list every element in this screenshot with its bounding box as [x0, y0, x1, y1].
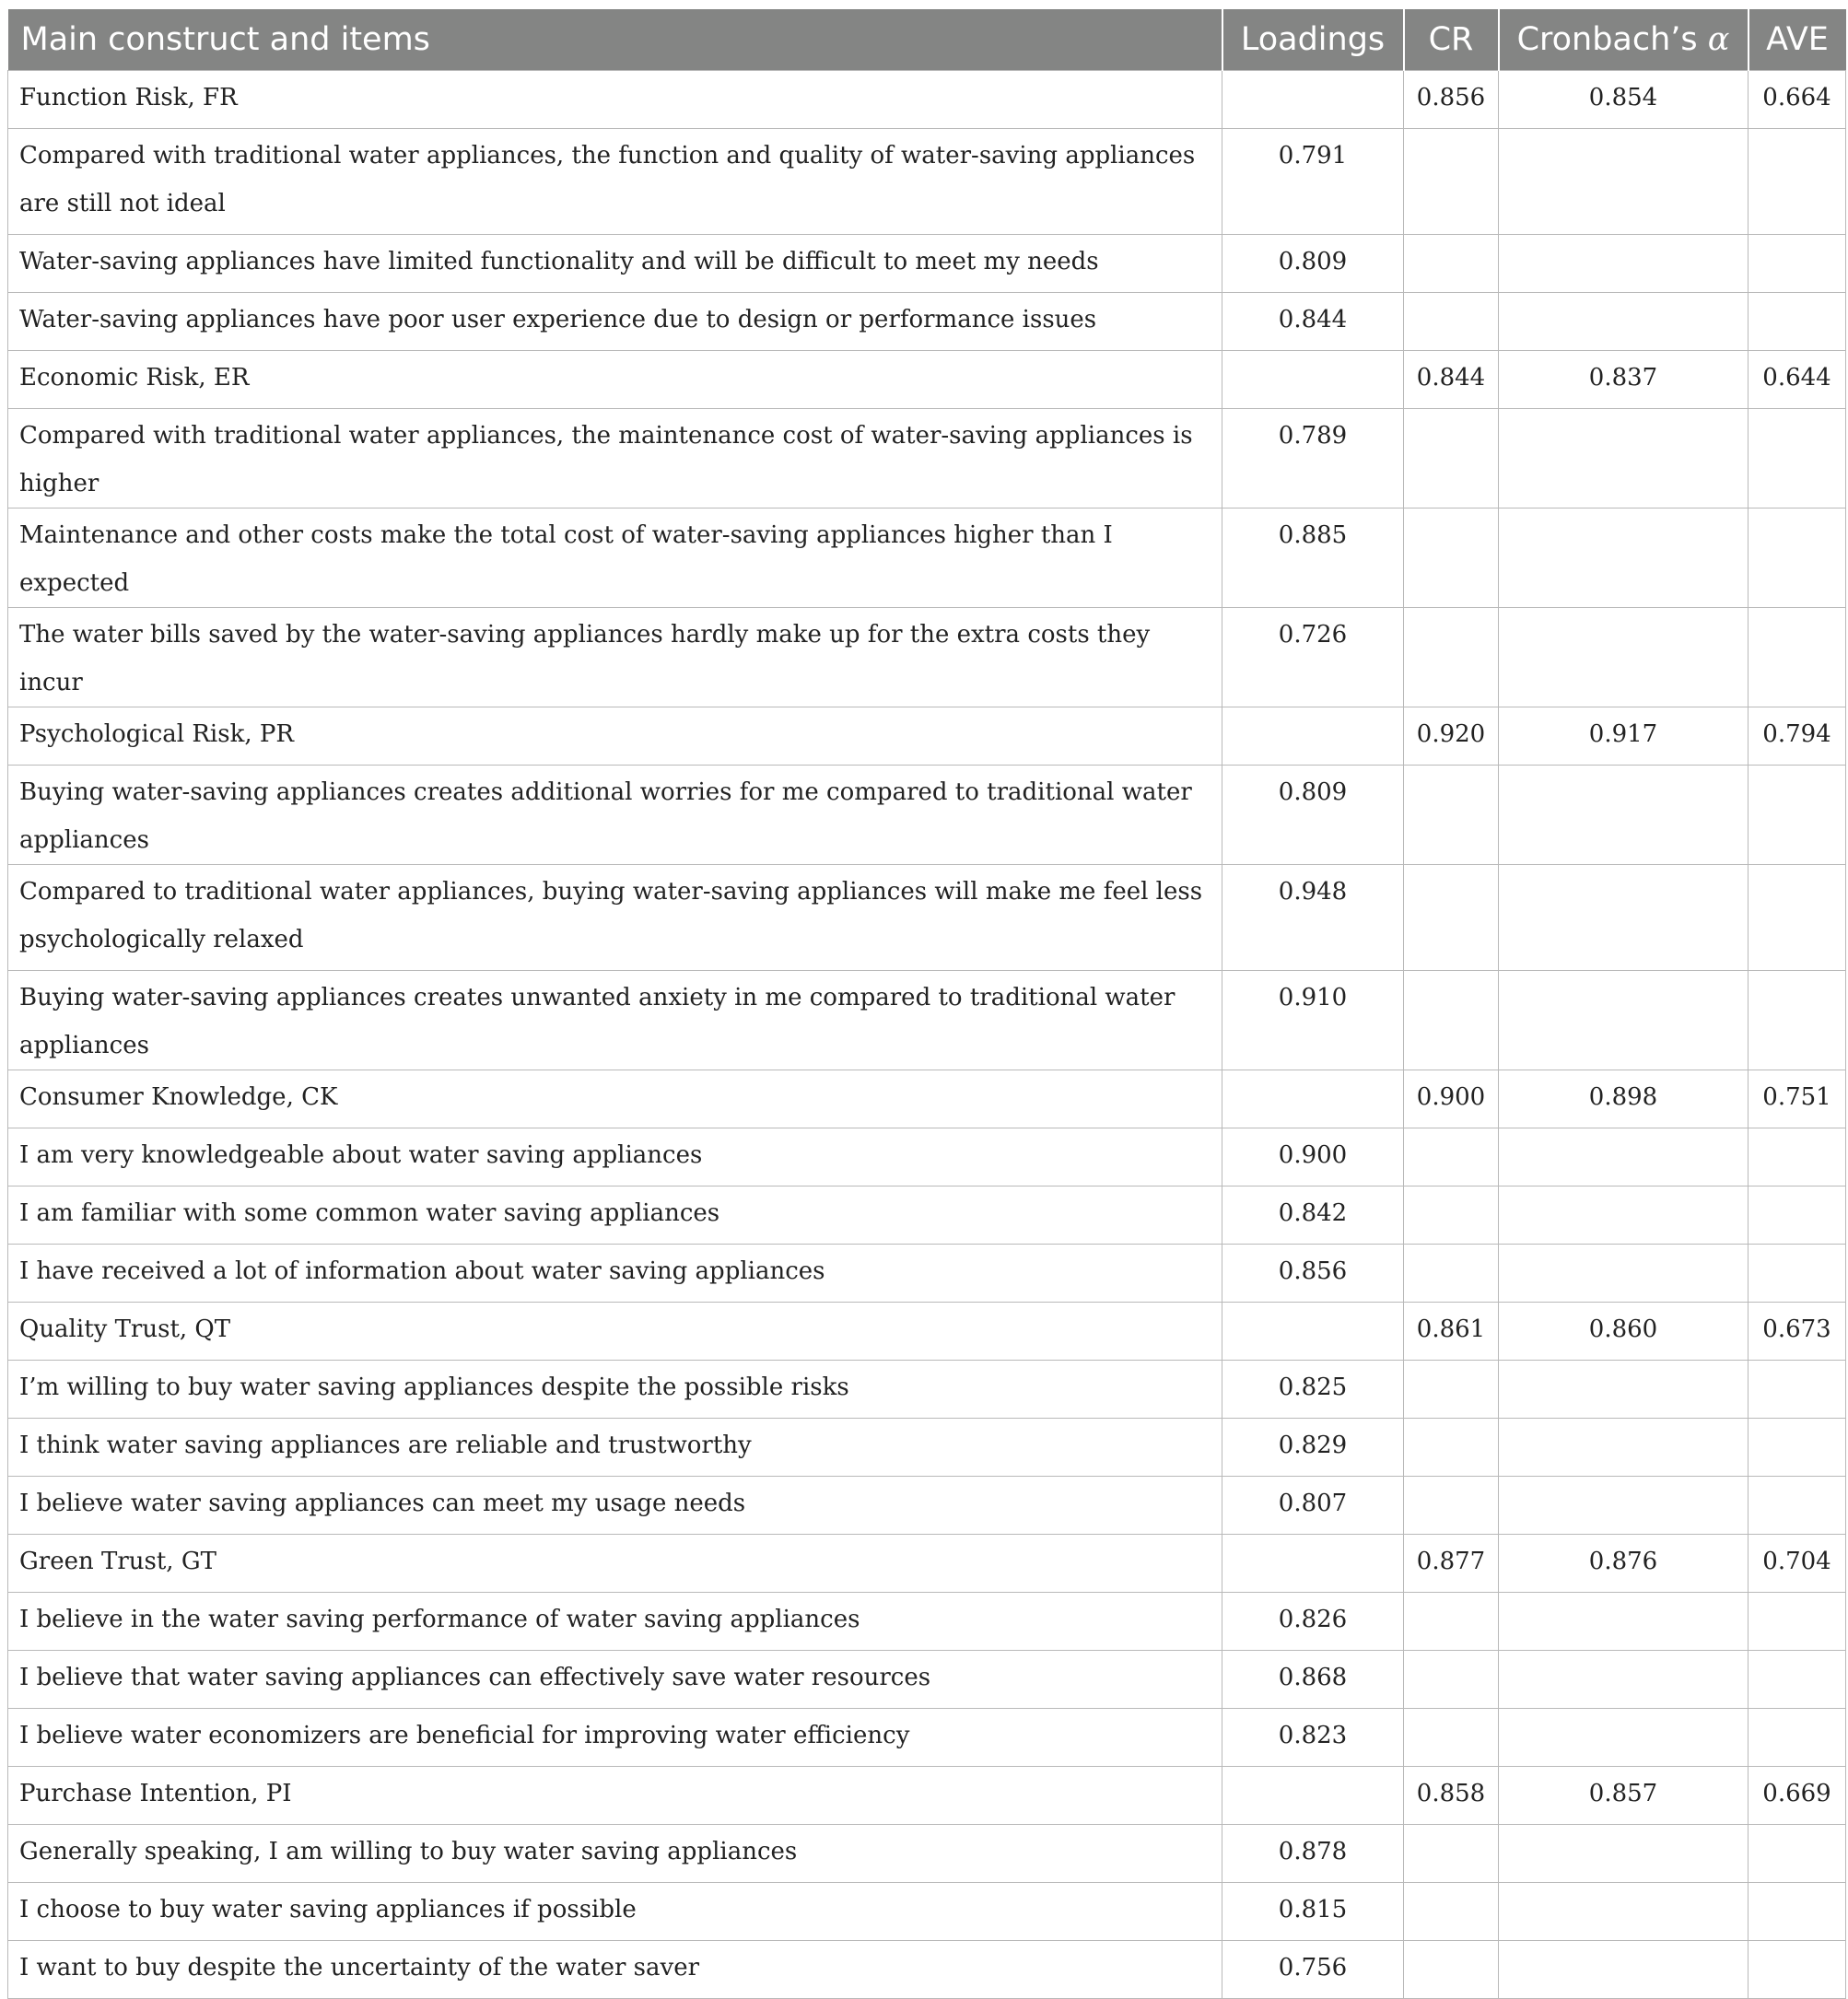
table-row: [8, 865, 1846, 971]
alpha-cell: [1499, 1419, 1749, 1477]
header-cronbach-alpha: [1499, 9, 1749, 71]
alpha-cell: [1499, 1941, 1749, 1999]
item-cell: Green Trust, GT: [8, 1535, 1222, 1593]
table-row: [8, 71, 1846, 129]
ave-cell: [1749, 1419, 1846, 1477]
item-cell: Purchase Intention, PI: [8, 1767, 1222, 1825]
alpha-cell: 0.860: [1499, 1303, 1749, 1361]
item-cell: Buying water-saving appliances creates unwanted anxiety in me compared to traditional water appliances: [8, 971, 1222, 1070]
item-cell: I am very knowledgeable about water saving appliances: [8, 1128, 1222, 1187]
item-cell: I think water saving appliances are reliable and trustworthy: [8, 1419, 1222, 1477]
ave-cell: 0.751: [1749, 1070, 1846, 1128]
ave-cell: [1749, 1883, 1846, 1941]
cr-cell: [1404, 293, 1499, 351]
cr-cell: [1404, 1187, 1499, 1245]
loading-cell: 0.809: [1222, 235, 1404, 293]
table-row: [8, 1825, 1846, 1883]
cr-cell: 0.877: [1404, 1535, 1499, 1593]
ave-cell: 0.644: [1749, 351, 1846, 409]
cr-cell: [1404, 971, 1499, 1070]
ave-cell: [1749, 1361, 1846, 1419]
cr-cell: [1404, 1593, 1499, 1651]
table-row: [8, 1187, 1846, 1245]
loading-cell: 0.910: [1222, 971, 1404, 1070]
table-body: [8, 71, 1846, 1999]
item-cell: I choose to buy water saving appliances if possible: [8, 1883, 1222, 1941]
ave-cell: [1749, 1941, 1846, 1999]
table-row: [8, 1303, 1846, 1361]
loading-cell: 0.756: [1222, 1941, 1404, 1999]
cr-cell: [1404, 608, 1499, 707]
alpha-cell: [1499, 1651, 1749, 1709]
table-row: [8, 1651, 1846, 1709]
loading-cell: 0.815: [1222, 1883, 1404, 1941]
ave-cell: [1749, 971, 1846, 1070]
loading-cell: 0.807: [1222, 1477, 1404, 1535]
loading-cell: 0.791: [1222, 129, 1404, 235]
table-row: [8, 707, 1846, 766]
ave-cell: [1749, 1477, 1846, 1535]
alpha-cell: [1499, 766, 1749, 865]
loading-cell: [1222, 1303, 1404, 1361]
table-row: [8, 608, 1846, 707]
table-row: [8, 1128, 1846, 1187]
header-loadings: Loadings: [1222, 9, 1404, 71]
alpha-cell: [1499, 509, 1749, 608]
loading-cell: 0.825: [1222, 1361, 1404, 1419]
item-cell: I want to buy despite the uncertainty of the water saver: [8, 1941, 1222, 1999]
table-row: [8, 1767, 1846, 1825]
loading-cell: 0.878: [1222, 1825, 1404, 1883]
alpha-cell: 0.876: [1499, 1535, 1749, 1593]
alpha-cell: [1499, 1245, 1749, 1303]
loading-cell: [1222, 1767, 1404, 1825]
alpha-cell: [1499, 129, 1749, 235]
item-cell: Generally speaking, I am willing to buy water saving appliances: [8, 1825, 1222, 1883]
table-row: [8, 766, 1846, 865]
loading-cell: 0.823: [1222, 1709, 1404, 1767]
cr-cell: [1404, 509, 1499, 608]
ave-cell: [1749, 1187, 1846, 1245]
table-row: [8, 1941, 1846, 1999]
cr-cell: [1404, 1128, 1499, 1187]
alpha-cell: [1499, 409, 1749, 509]
alpha-cell: 0.854: [1499, 71, 1749, 129]
loading-cell: 0.826: [1222, 1593, 1404, 1651]
ave-cell: 0.669: [1749, 1767, 1846, 1825]
header-row: [8, 9, 1846, 71]
cr-cell: [1404, 1477, 1499, 1535]
loading-cell: [1222, 71, 1404, 129]
loading-cell: 0.844: [1222, 293, 1404, 351]
loading-cell: 0.856: [1222, 1245, 1404, 1303]
cr-cell: [1404, 1825, 1499, 1883]
cr-cell: [1404, 1361, 1499, 1419]
item-cell: Compared to traditional water appliances, buying water-saving appliances will make me feel less psychologically relaxed: [8, 865, 1222, 971]
table-row: [8, 1477, 1846, 1535]
table-row: [8, 1709, 1846, 1767]
cr-cell: 0.858: [1404, 1767, 1499, 1825]
cr-cell: 0.844: [1404, 351, 1499, 409]
cr-cell: [1404, 1651, 1499, 1709]
cr-cell: 0.900: [1404, 1070, 1499, 1128]
alpha-cell: [1499, 1593, 1749, 1651]
cr-cell: 0.861: [1404, 1303, 1499, 1361]
header-cr: CR: [1404, 9, 1499, 71]
alpha-cell: [1499, 865, 1749, 971]
item-cell: Economic Risk, ER: [8, 351, 1222, 409]
loading-cell: 0.885: [1222, 509, 1404, 608]
table-row: [8, 1535, 1846, 1593]
item-cell: I believe water economizers are beneficial for improving water efficiency: [8, 1709, 1222, 1767]
ave-cell: [1749, 409, 1846, 509]
loading-cell: 0.948: [1222, 865, 1404, 971]
item-cell: Function Risk, FR: [8, 71, 1222, 129]
ave-cell: [1749, 865, 1846, 971]
table-row: [8, 351, 1846, 409]
ave-cell: [1749, 129, 1846, 235]
table-row: [8, 293, 1846, 351]
ave-cell: [1749, 1245, 1846, 1303]
ave-cell: [1749, 1709, 1846, 1767]
item-cell: I believe water saving appliances can meet my usage needs: [8, 1477, 1222, 1535]
alpha-cell: [1499, 608, 1749, 707]
loading-cell: 0.868: [1222, 1651, 1404, 1709]
item-cell: Consumer Knowledge, CK: [8, 1070, 1222, 1128]
ave-cell: 0.794: [1749, 707, 1846, 766]
cr-cell: 0.856: [1404, 71, 1499, 129]
alpha-cell: [1499, 1187, 1749, 1245]
alpha-cell: [1499, 1825, 1749, 1883]
alpha-cell: [1499, 293, 1749, 351]
ave-cell: [1749, 608, 1846, 707]
item-cell: Buying water-saving appliances creates additional worries for me compared to traditional water appliances: [8, 766, 1222, 865]
cr-cell: [1404, 865, 1499, 971]
ave-cell: [1749, 293, 1846, 351]
loading-cell: 0.829: [1222, 1419, 1404, 1477]
table-row: [8, 971, 1846, 1070]
cr-cell: [1404, 766, 1499, 865]
ave-cell: [1749, 1825, 1846, 1883]
header-ave: AVE: [1749, 9, 1846, 71]
item-cell: Compared with traditional water appliances, the function and quality of water-saving appliances are still not ideal: [8, 129, 1222, 235]
ave-cell: [1749, 766, 1846, 865]
cr-cell: [1404, 1709, 1499, 1767]
alpha-cell: 0.857: [1499, 1767, 1749, 1825]
header-alpha-symbol: α: [1707, 21, 1730, 58]
alpha-cell: [1499, 1361, 1749, 1419]
measurement-table-container: [7, 9, 1845, 1999]
loading-cell: 0.789: [1222, 409, 1404, 509]
ave-cell: [1749, 1128, 1846, 1187]
item-cell: Water-saving appliances have poor user experience due to design or performance issues: [8, 293, 1222, 351]
loading-cell: [1222, 1535, 1404, 1593]
table-header: [8, 9, 1846, 71]
item-cell: Compared with traditional water appliances, the maintenance cost of water-saving appliances is higher: [8, 409, 1222, 509]
cr-cell: [1404, 129, 1499, 235]
table-row: [8, 1361, 1846, 1419]
loading-cell: 0.726: [1222, 608, 1404, 707]
loading-cell: [1222, 351, 1404, 409]
ave-cell: [1749, 509, 1846, 608]
alpha-cell: 0.837: [1499, 351, 1749, 409]
alpha-cell: 0.917: [1499, 707, 1749, 766]
alpha-cell: [1499, 235, 1749, 293]
ave-cell: [1749, 1651, 1846, 1709]
item-cell: I’m willing to buy water saving appliances despite the possible risks: [8, 1361, 1222, 1419]
item-cell: Psychological Risk, PR: [8, 707, 1222, 766]
cr-cell: [1404, 235, 1499, 293]
cr-cell: [1404, 409, 1499, 509]
table-row: [8, 409, 1846, 509]
cr-cell: [1404, 1245, 1499, 1303]
item-cell: Water-saving appliances have limited functionality and will be difficult to meet my needs: [8, 235, 1222, 293]
alpha-cell: 0.898: [1499, 1070, 1749, 1128]
ave-cell: 0.704: [1749, 1535, 1846, 1593]
table-row: [8, 1593, 1846, 1651]
cr-cell: 0.920: [1404, 707, 1499, 766]
alpha-cell: [1499, 1883, 1749, 1941]
loading-cell: [1222, 1070, 1404, 1128]
cr-cell: [1404, 1419, 1499, 1477]
measurement-table: [7, 9, 1846, 1999]
table-row: [8, 1070, 1846, 1128]
alpha-cell: [1499, 971, 1749, 1070]
cr-cell: [1404, 1941, 1499, 1999]
loading-cell: 0.842: [1222, 1187, 1404, 1245]
item-cell: The water bills saved by the water-saving appliances hardly make up for the extra costs they incur: [8, 608, 1222, 707]
item-cell: I believe that water saving appliances can effectively save water resources: [8, 1651, 1222, 1709]
item-cell: I believe in the water saving performance of water saving appliances: [8, 1593, 1222, 1651]
alpha-cell: [1499, 1477, 1749, 1535]
loading-cell: [1222, 707, 1404, 766]
ave-cell: [1749, 1593, 1846, 1651]
table-row: [8, 129, 1846, 235]
table-row: [8, 1245, 1846, 1303]
table-row: [8, 509, 1846, 608]
table-row: [8, 1883, 1846, 1941]
item-cell: I am familiar with some common water saving appliances: [8, 1187, 1222, 1245]
table-row: [8, 1419, 1846, 1477]
item-cell: Quality Trust, QT: [8, 1303, 1222, 1361]
ave-cell: 0.664: [1749, 71, 1846, 129]
table-row: [8, 235, 1846, 293]
header-alpha-prefix: Cronbach’s: [1516, 21, 1708, 58]
ave-cell: [1749, 235, 1846, 293]
alpha-cell: [1499, 1709, 1749, 1767]
alpha-cell: [1499, 1128, 1749, 1187]
item-cell: I have received a lot of information about water saving appliances: [8, 1245, 1222, 1303]
ave-cell: 0.673: [1749, 1303, 1846, 1361]
item-cell: Maintenance and other costs make the total cost of water-saving appliances higher than I expected: [8, 509, 1222, 608]
cr-cell: [1404, 1883, 1499, 1941]
loading-cell: 0.900: [1222, 1128, 1404, 1187]
loading-cell: 0.809: [1222, 766, 1404, 865]
header-item: Main construct and items: [8, 9, 1222, 71]
